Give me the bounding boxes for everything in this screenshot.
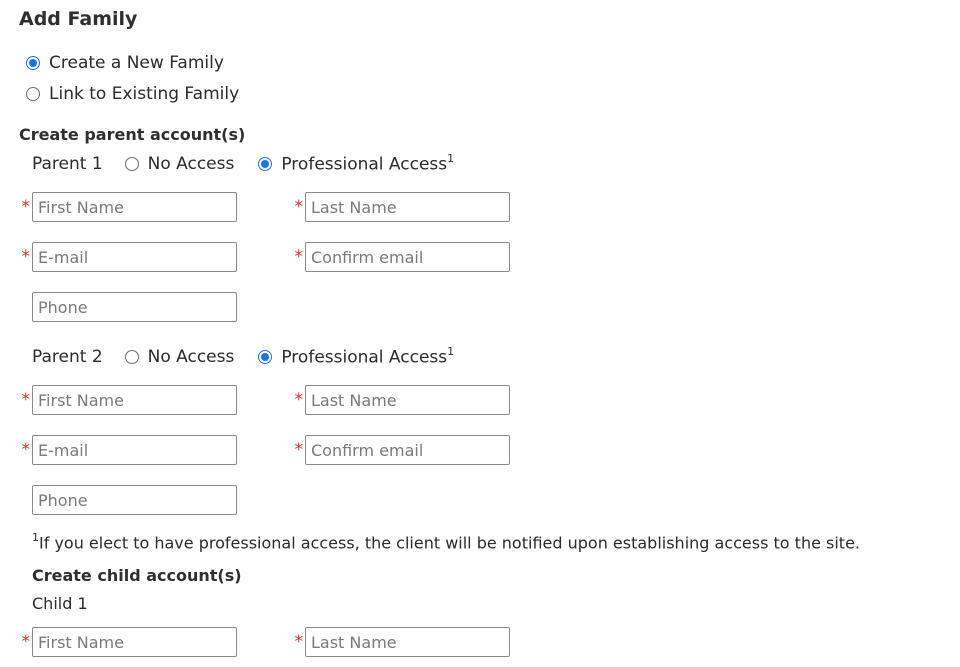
radio-label: No Access	[147, 154, 235, 174]
parent1-label: Parent 1	[32, 154, 103, 174]
radio-label: Create a New Family	[49, 53, 224, 73]
required-mark: *	[21, 197, 30, 217]
parent1-email-wrap	[18, 242, 237, 272]
radio-label: No Access	[147, 347, 235, 367]
radio-unchecked-icon[interactable]	[26, 87, 40, 101]
parent-section-title: Create parent account(s)	[19, 125, 246, 144]
required-mark: *	[21, 247, 30, 267]
radio-link-existing-family[interactable]	[26, 82, 239, 106]
radio-unchecked-icon[interactable]	[125, 157, 139, 171]
parent1-professional-access-radio[interactable]	[258, 153, 454, 175]
parent1-email-input[interactable]	[32, 242, 237, 272]
parent2-phone-wrap	[32, 485, 237, 515]
parent2-email-wrap	[18, 435, 237, 465]
required-mark: *	[294, 390, 303, 410]
required-mark: *	[294, 247, 303, 267]
child1-last-name-wrap	[291, 627, 510, 657]
footnote-mark: 1	[447, 345, 455, 359]
child1-first-name-input[interactable]	[32, 627, 237, 657]
page-title: Add Family	[19, 8, 138, 30]
parent2-access-group	[32, 345, 478, 369]
parent2-confirm-email-wrap	[291, 435, 510, 465]
radio-create-new-family[interactable]	[26, 51, 224, 75]
parent2-last-name-wrap	[291, 385, 510, 415]
parent1-confirm-email-input[interactable]	[305, 242, 510, 272]
parent1-first-name-wrap	[18, 192, 237, 222]
professional-access-footnote	[32, 532, 860, 552]
parent1-access-group	[32, 152, 478, 176]
parent1-phone-wrap	[32, 292, 237, 322]
child-section-title: Create child account(s)	[32, 566, 242, 585]
footnote-mark: 1	[447, 152, 455, 166]
parent1-confirm-email-wrap	[291, 242, 510, 272]
parent1-phone-input[interactable]	[32, 292, 237, 322]
radio-checked-icon[interactable]	[258, 157, 272, 171]
parent2-no-access-radio[interactable]	[125, 347, 235, 367]
radio-label: Link to Existing Family	[49, 84, 240, 104]
required-mark: *	[21, 632, 30, 652]
child1-label: Child 1	[32, 594, 88, 613]
parent2-phone-input[interactable]	[32, 485, 237, 515]
parent2-first-name-input[interactable]	[32, 385, 237, 415]
child1-first-name-wrap	[18, 627, 237, 657]
parent2-email-input[interactable]	[32, 435, 237, 465]
parent1-last-name-wrap	[291, 192, 510, 222]
required-mark: *	[21, 440, 30, 460]
parent2-last-name-input[interactable]	[305, 385, 510, 415]
parent2-confirm-email-input[interactable]	[305, 435, 510, 465]
required-mark: *	[294, 632, 303, 652]
parent2-professional-access-radio[interactable]	[258, 346, 454, 368]
parent1-last-name-input[interactable]	[305, 192, 510, 222]
child1-last-name-input[interactable]	[305, 627, 510, 657]
radio-label: Professional Access$^1$	[281, 345, 455, 368]
required-mark: *	[294, 440, 303, 460]
parent2-label: Parent 2	[32, 347, 103, 367]
footnote-text: If you elect to have professional access, the client will be notified upon establishing access to the site.	[39, 533, 860, 553]
parent1-no-access-radio[interactable]	[125, 154, 235, 174]
radio-checked-icon[interactable]	[258, 350, 272, 364]
required-mark: *	[294, 197, 303, 217]
radio-unchecked-icon[interactable]	[125, 350, 139, 364]
parent2-first-name-wrap	[18, 385, 237, 415]
parent1-first-name-input[interactable]	[32, 192, 237, 222]
required-mark: *	[21, 390, 30, 410]
radio-label: Professional Access$^1$	[281, 152, 455, 175]
radio-checked-icon[interactable]	[26, 56, 40, 70]
footnote-mark: 1	[32, 531, 39, 544]
